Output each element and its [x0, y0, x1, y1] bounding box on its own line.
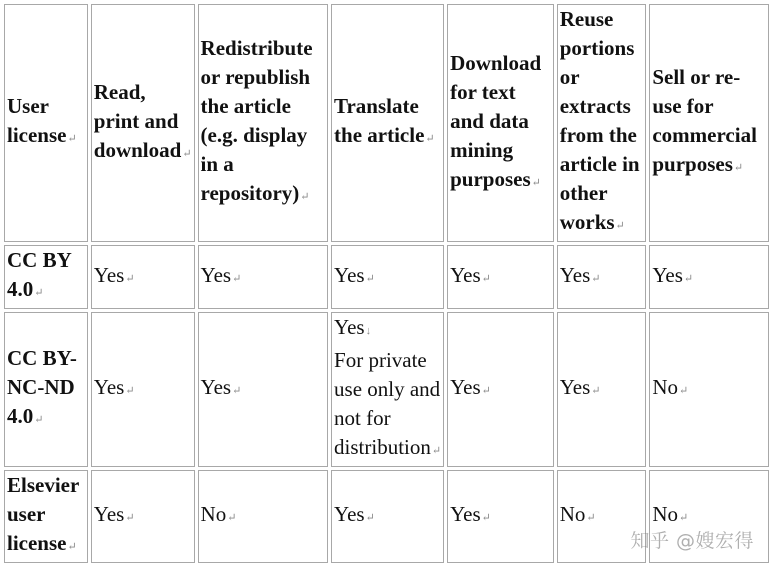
table-cell: Yes↵ — [557, 312, 647, 467]
table-cell: Yes↵ — [447, 312, 554, 467]
table-cell: Yes↵ — [91, 470, 195, 563]
table-row — [4, 245, 769, 309]
table-cell: Yes↵ — [447, 245, 554, 309]
row-license-name: CC BY-NC-ND 4.0↵ — [4, 312, 88, 467]
watermark: 知乎 @嫂宏得 — [630, 530, 754, 552]
header-text-data-mining: Download for text and data mining purposes↵ — [447, 4, 554, 242]
header-row — [4, 4, 769, 242]
table-cell: Yes↓ For private use only and not for distribution↵ — [331, 312, 444, 467]
table-cell: No↵ — [198, 470, 329, 563]
table-cell: Yes↵ — [447, 470, 554, 563]
row-license-name: CC BY 4.0↵ — [4, 245, 88, 309]
header-sell-commercial: Sell or re-use for commercial purposes↵ — [649, 4, 769, 242]
table-cell: Yes↵ — [331, 245, 444, 309]
header-read-print-download: Read, print and download↵ — [91, 4, 195, 242]
row-license-name: Elsevier user license↵ — [4, 470, 88, 563]
table-cell: Yes↵ — [91, 245, 195, 309]
header-redistribute: Redistribute or republish the article (e.g. display in a repository)↵ — [198, 4, 329, 242]
translate-note: For private use only and not for distribution — [334, 348, 441, 459]
license-table — [1, 1, 772, 566]
table-cell: No↵ — [649, 470, 769, 563]
table-cell: Yes↵ — [331, 470, 444, 563]
table-cell: Yes↵ — [91, 312, 195, 467]
header-reuse-portions: Reuse portions or extracts from the article in other works↵ — [557, 4, 647, 242]
table-cell: No↵ — [649, 312, 769, 467]
table-cell: Yes↵ — [198, 245, 329, 309]
header-translate: Translate the article↵ — [331, 4, 444, 242]
table-row — [4, 312, 769, 467]
header-user-license: User license↵ — [4, 4, 88, 242]
table-cell: Yes↵ — [557, 245, 647, 309]
table-cell: Yes↵ — [198, 312, 329, 467]
table-cell: No↵ — [557, 470, 647, 563]
table-cell: Yes↵ — [649, 245, 769, 309]
